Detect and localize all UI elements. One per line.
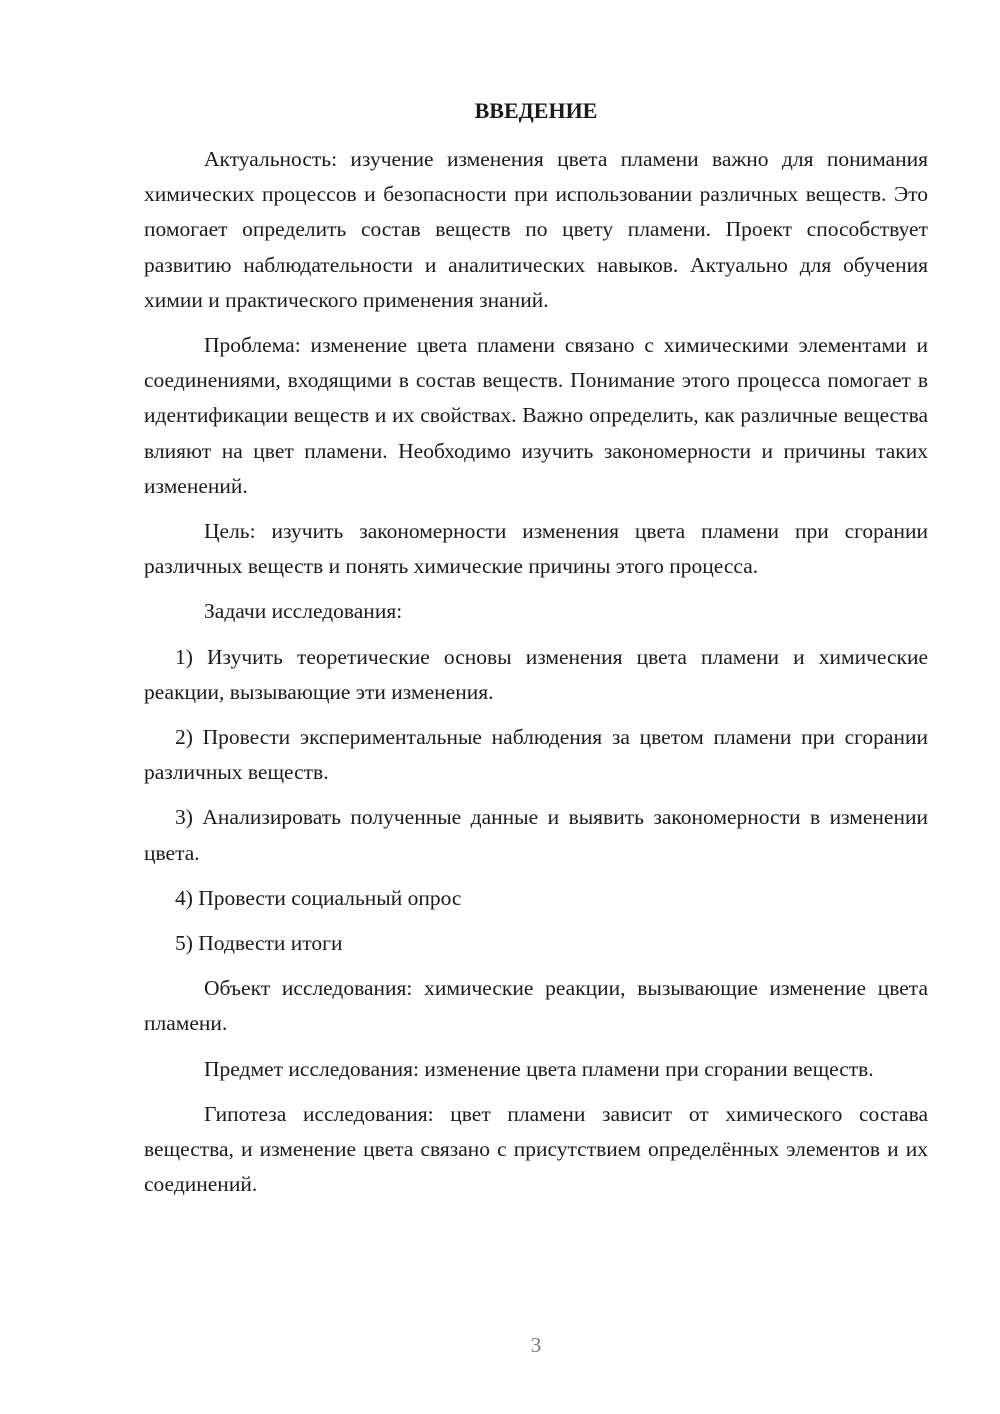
list-item: 5) Подвести итоги [175, 931, 343, 956]
paragraph-subject: Предмет исследования: изменение цвета пламени при сгорании веществ. [204, 1056, 874, 1081]
paragraph-goal: Цель: изучить закономерности изменения цвета пламени при сгорании различных веществ и понять химические причины этого процесса. [144, 519, 928, 579]
paragraph-object: Объект исследования: химические реакции, вызывающие изменение цвета пламени. [144, 976, 928, 1036]
list-item: 1) Изучить теоретические основы изменения цвета пламени и химические реакции, вызывающие эти изменения. [144, 644, 928, 704]
list-item: 4) Провести социальный опрос [175, 885, 462, 910]
paragraph-relevance: Актуальность: изучение изменения цвета пламени важно для понимания химических процессов и безопасности при использовании различных веществ. Это помогает определить состав веществ по цвету пламени. Проект способствует развитию наблюдательности и аналитических навыков. Актуально для обучения химии и практического применения знаний. [144, 147, 928, 312]
page-number: 3 [530, 1333, 542, 1357]
paragraph-hypothesis: Гипотеза исследования: цвет пламени зависит от химического состава вещества, и изменение цвета связано с присутствием определённых элементов и их соединений. [144, 1101, 928, 1197]
tasks-heading: Задачи исследования: [204, 599, 403, 624]
tasks-list [144, 640, 928, 962]
document-body [144, 142, 928, 1212]
list-item: 3) Анализировать полученные данные и выявить закономерности в изменении цвета. [144, 805, 928, 865]
page-title: ВВЕДЕНИЕ [474, 98, 598, 123]
paragraph-problem: Проблема: изменение цвета пламени связано с химическими элементами и соединениями, входящими в состав веществ. Понимание этого процесса помогает в идентификации веществ и их свойствах. Важно определить, как различные вещества влияют на цвет пламени. Необходимо изучить закономерности и причины таких изменений. [144, 333, 928, 498]
list-item: 2) Провести экспериментальные наблюдения за цветом пламени при сгорании различных веществ. [144, 725, 928, 785]
